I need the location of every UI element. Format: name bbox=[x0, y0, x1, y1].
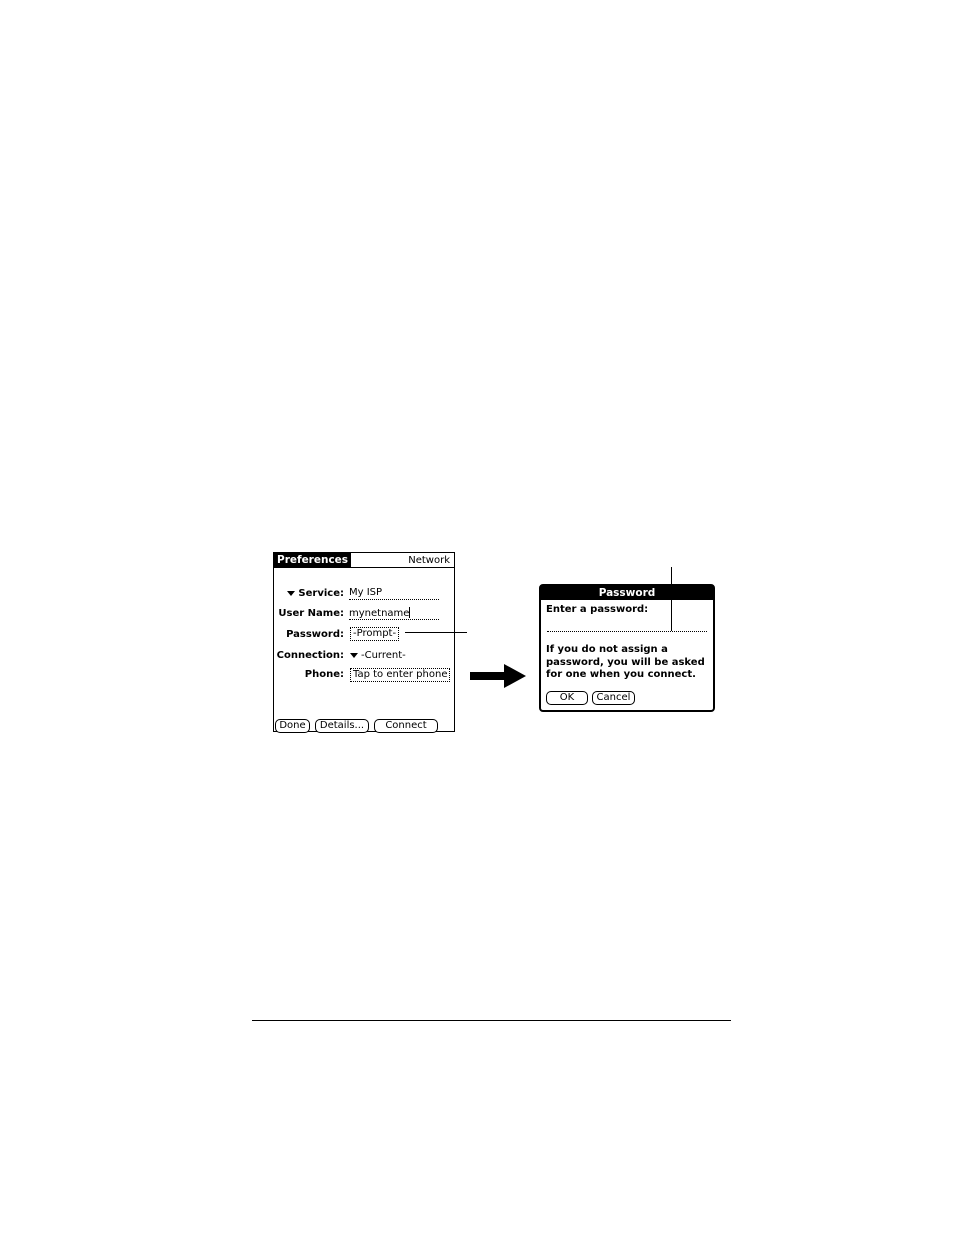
connect-button[interactable]: Connect bbox=[374, 719, 438, 733]
panel-picker[interactable]: Network bbox=[408, 555, 450, 566]
app-title: Preferences bbox=[274, 553, 351, 568]
service-label: Service: bbox=[298, 588, 344, 599]
user-name-underline bbox=[349, 619, 439, 620]
details-button[interactable]: Details... bbox=[315, 719, 369, 733]
network-preferences-screen bbox=[273, 552, 455, 732]
text-cursor bbox=[409, 607, 410, 618]
triangle-down-icon bbox=[350, 653, 358, 658]
password-selector[interactable]: -Prompt- bbox=[350, 627, 399, 641]
password-callout-line bbox=[405, 632, 467, 633]
service-value: My ISP bbox=[349, 587, 383, 598]
cancel-button[interactable]: Cancel bbox=[592, 691, 635, 705]
title-bar bbox=[274, 553, 454, 568]
user-name-label: User Name: bbox=[278, 608, 344, 619]
done-button[interactable]: Done bbox=[275, 719, 310, 733]
service-picker[interactable] bbox=[287, 588, 344, 600]
dialog-title: Password bbox=[541, 586, 713, 600]
password-entry-callout-line bbox=[671, 567, 672, 631]
user-name-value: mynetname bbox=[349, 608, 410, 619]
service-underline bbox=[349, 599, 439, 600]
password-prompt: Enter a password: bbox=[546, 604, 649, 615]
phone-label: Phone: bbox=[304, 669, 344, 680]
connection-label: Connection: bbox=[276, 650, 344, 661]
connection-picker[interactable] bbox=[350, 650, 406, 662]
ok-button[interactable]: OK bbox=[546, 691, 588, 705]
password-message: If you do not assign a password, you will be asked for one when you connect. bbox=[546, 644, 705, 680]
title-underline bbox=[274, 567, 454, 568]
phone-selector[interactable]: Tap to enter phone bbox=[350, 668, 450, 682]
password-dialog bbox=[539, 584, 715, 712]
connection-value: -Current- bbox=[361, 650, 406, 661]
password-label: Password: bbox=[286, 629, 344, 640]
arrow-right-icon bbox=[470, 662, 528, 690]
password-input[interactable] bbox=[547, 631, 707, 632]
footer-rule bbox=[252, 1020, 731, 1021]
triangle-down-icon bbox=[287, 591, 295, 596]
